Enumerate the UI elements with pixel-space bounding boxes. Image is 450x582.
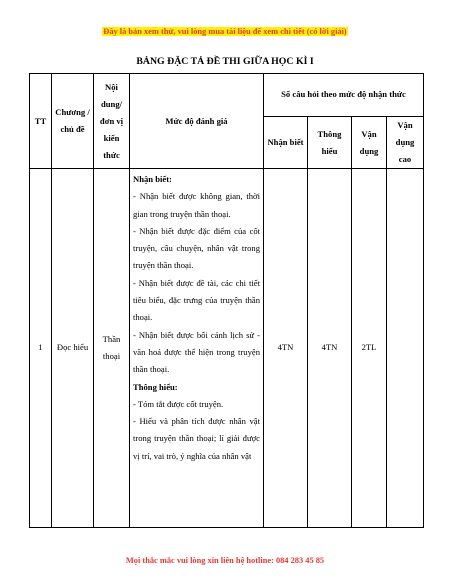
header-tt: TT (30, 74, 52, 169)
header-muc-do: Mức độ đánh giá (130, 74, 264, 169)
header-nhan-biet: Nhận biết (264, 117, 308, 169)
header-noi-dung: Nội dung/ đơn vị kiến thức (94, 74, 130, 169)
specification-table (29, 73, 424, 528)
header-thong-hieu: Thông hiểu (308, 117, 352, 169)
header-van-dung: Vận dụng (352, 117, 387, 169)
criterion-item: - Nhận biết được đề tài, các chi tiết tiêu biểu, đặc trưng của truyện thần thoại. (133, 277, 260, 323)
criterion-item: - Nhận biết được không gian, thời gian trong truyện thần thoại. (133, 191, 260, 219)
cell-noi-dung: Thần thoại (94, 169, 130, 528)
preview-banner-text: Đây là bản xem thử, vui lòng mua tài liệu để xem chi tiết (có lời giải) (103, 27, 347, 36)
section-heading-nhan-biet: Nhận biết: (133, 174, 172, 184)
header-so-cau: Số câu hỏi theo mức độ nhận thức (264, 74, 424, 117)
criterion-item: - Nhận biết được bối cảnh lịch sử - văn hoá được thể hiện trong truyện thần thoại. (133, 329, 260, 375)
cell-thong-hieu: 4TN (308, 169, 352, 528)
cell-muc-do (130, 169, 264, 528)
cell-tt: 1 (30, 169, 52, 528)
table-row (30, 169, 424, 528)
hotline-banner: Mọi thắc mắc vui lòng xin liên hệ hotline: 084 283 45 85 (125, 556, 325, 565)
criterion-item: - Tóm tắt được cốt truyện. (133, 398, 224, 409)
preview-banner (0, 27, 450, 36)
cell-chuong: Đọc hiểu (52, 169, 94, 528)
header-van-dung-cao: Vận dụng cao (387, 117, 424, 169)
page-title: BẢNG ĐẶC TẢ ĐỀ THI GIỮA HỌC KÌ I (136, 56, 314, 67)
criterion-item: - Hiểu và phân tích được nhân vật trong truyện thần thoại; lí giải được vị trí, vai trò, ý nghĩa của nhân vật (133, 416, 260, 461)
cell-van-dung-cao (387, 169, 424, 528)
criterion-item: - Nhận biết được đặc điểm của cốt truyện, câu chuyện, nhân vật trong truyện thần thoại. (133, 225, 260, 271)
header-chuong: Chương / chủ đề (52, 74, 94, 169)
cell-van-dung: 2TL (352, 169, 387, 528)
header-row-1 (30, 74, 424, 117)
section-heading-thong-hieu: Thông hiểu: (133, 381, 178, 392)
muc-do-content (133, 171, 260, 527)
cell-nhan-biet: 4TN (264, 169, 308, 528)
